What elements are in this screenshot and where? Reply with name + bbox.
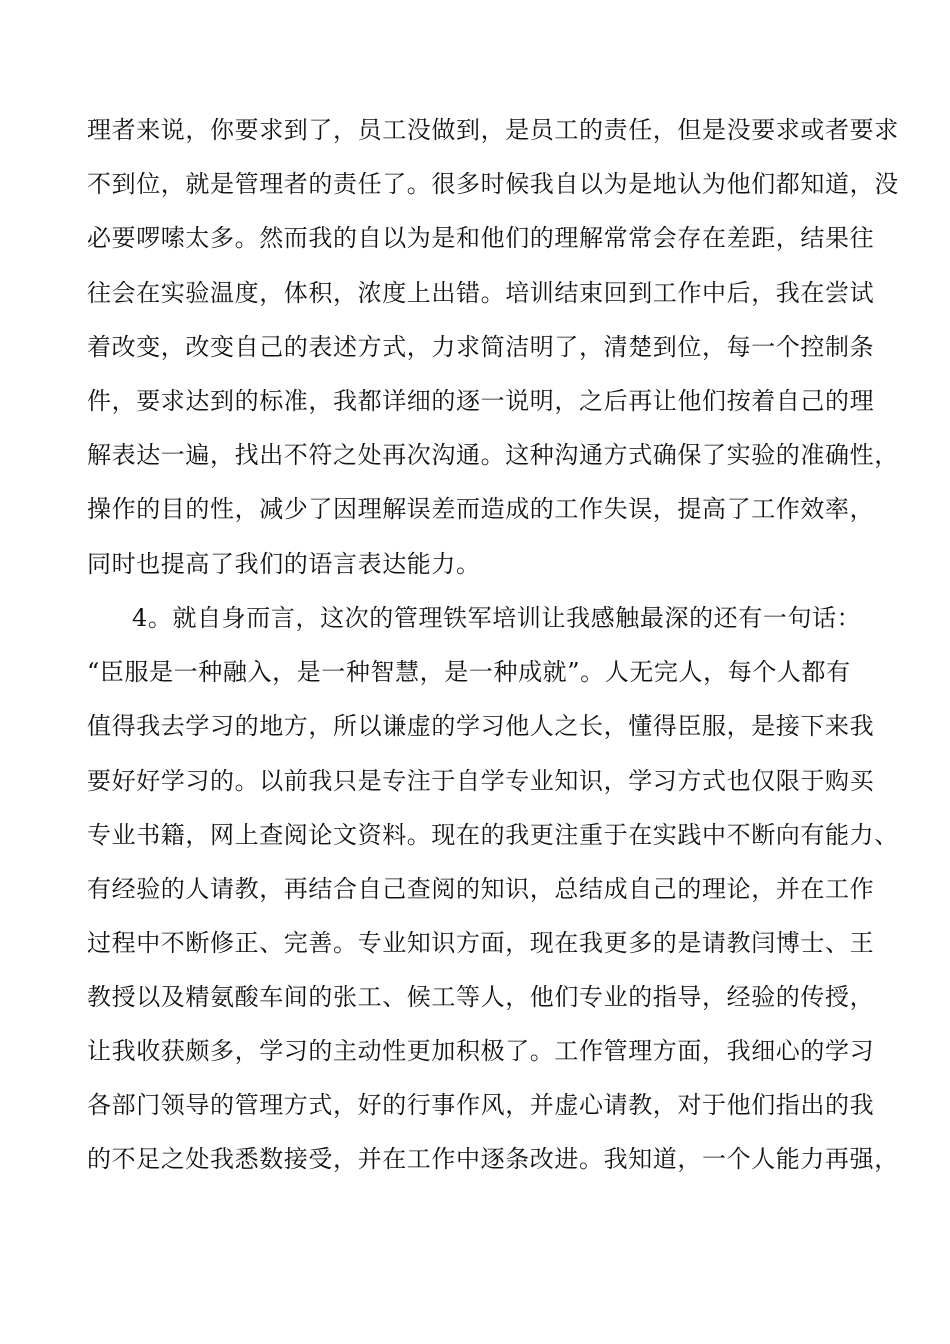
text-line: 有经验的人请教，再结合自己查阅的知识，总结成自己的理论，并在工作 [87, 875, 875, 903]
text-line: 值得我去学习的地方，所以谦虚的学习他人之长，懂得臣服，是接下来我 [87, 712, 875, 740]
text-line: 的不足之处我悉数接受，并在工作中逐条改进。我知道，一个人能力再强， [87, 1145, 899, 1173]
text-line: 往会在实验温度，体积，浓度上出错。培训结束回到工作中后，我在尝试 [87, 279, 875, 307]
text-line: 让我收获颇多，学习的主动性更加积极了。工作管理方面，我细心的学习 [87, 1037, 875, 1065]
text-line: 理者来说，你要求到了，员工没做到，是员工的责任，但是没要求或者要求 [87, 116, 899, 144]
text-line: 操作的目的性，减少了因理解误差而造成的工作失误，提高了工作效率， [87, 495, 875, 523]
text-line: 必要啰嗦太多。然而我的自以为是和他们的理解常常会存在差距，结果往 [87, 224, 875, 252]
text-line: 专业书籍，网上查阅论文资料。现在的我更注重于在实践中不断向有能力、 [87, 821, 899, 849]
text-line: 着改变，改变自己的表述方式，力求简洁明了，清楚到位，每一个控制条 [87, 333, 875, 361]
text-line: 解表达一遍，找出不符之处再次沟通。这种沟通方式确保了实验的准确性， [87, 441, 899, 469]
text-line: 过程中不断修正、完善。专业知识方面，现在我更多的是请教闫博士、王 [87, 929, 875, 957]
text-line: 同时也提高了我们的语言表达能力。 [87, 550, 481, 578]
text-line: “臣服是一种融入，是一种智慧，是一种成就”。人无完人，每个人都有 [87, 658, 851, 686]
text-line: 各部门领导的管理方式，好的行事作风，并虚心请教，对于他们指出的我 [87, 1091, 875, 1119]
text-line: 件，要求达到的标准，我都详细的逐一说明，之后再让他们按着自己的理 [87, 387, 875, 415]
text-line: 教授以及精氨酸车间的张工、候工等人，他们专业的指导，经验的传授， [87, 983, 875, 1011]
text-line: 要好好学习的。以前我只是专注于自学专业知识，学习方式也仅限于购买 [87, 767, 875, 795]
paragraph-first-line: 4。就自身而言，这次的管理铁军培训让我感触最深的还有一句话： [132, 604, 862, 632]
text-line: 不到位，就是管理者的责任了。很多时候我自以为是地认为他们都知道，没 [87, 170, 899, 198]
